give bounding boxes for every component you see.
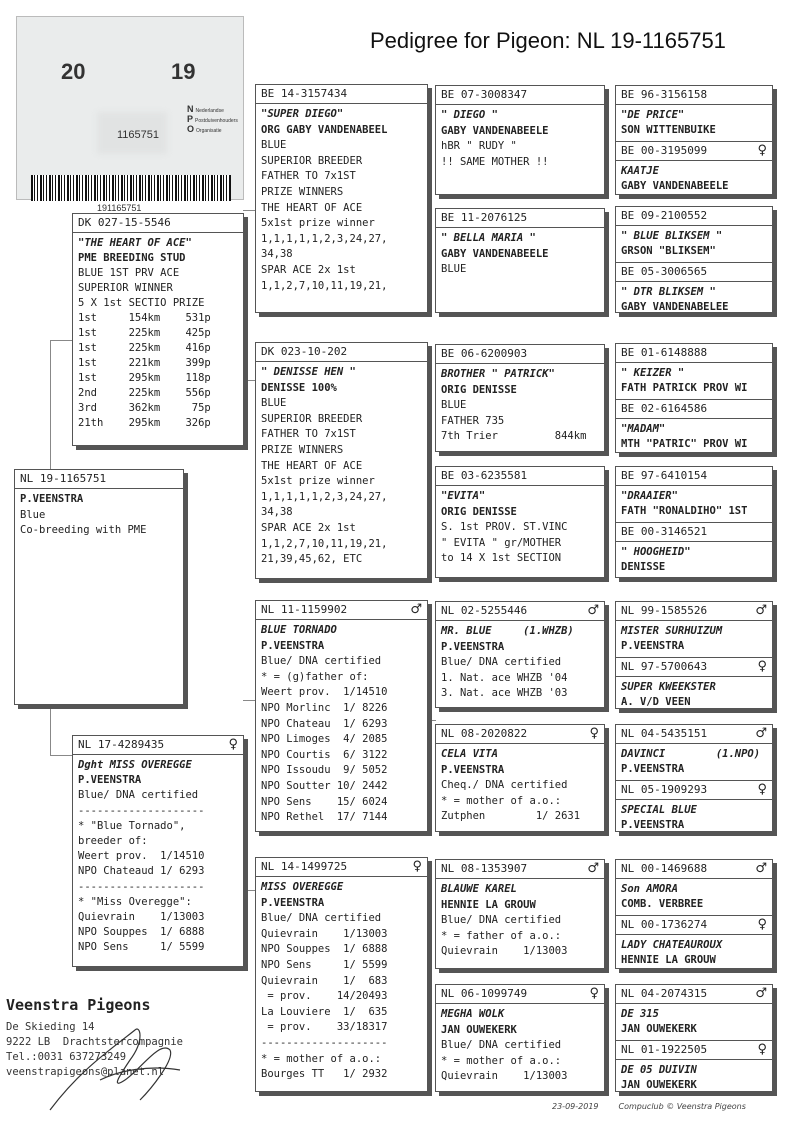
ring-number: DK 023-10-202 — [261, 345, 348, 358]
pigeon-details: " DIEGO " GABY VANDENABEELE hBR " RUDY " !! SAME MOTHER !! — [441, 109, 549, 168]
ring-number: NL 08-2020822 — [441, 727, 528, 740]
ring-number: BE 06-6200903 — [441, 347, 528, 360]
pigeon-entry-g4[interactable]: BE 05-3006565 " DTR BLIKSEM " GABY VANDENABELEE — [616, 262, 772, 313]
ring-year-left: 20 — [61, 59, 86, 84]
pigeon-entry-g4[interactable]: BE 01-6148888 " KEIZER " FATH PATRICK PROV WI — [616, 344, 772, 399]
pigeon-details: P.VEENSTRA Blue Co-breeding with PME — [20, 493, 147, 536]
pigeon-box-sds[interactable] — [435, 344, 605, 452]
ring-number: NL 06-1099749 — [441, 987, 528, 1000]
page-title: Pedigree for Pigeon: NL 19-1165751 — [370, 28, 726, 53]
pigeon-pair-box — [615, 343, 773, 453]
pigeon-pair-box — [615, 724, 773, 832]
pigeon-box-sss[interactable] — [435, 85, 605, 195]
ring-number: BE 11-2076125 — [441, 211, 528, 224]
pigeon-entry-g4[interactable]: NL 00-1469688 ♂ Son AMORA COMB. VERBREE — [616, 860, 772, 915]
pigeon-details: MISS OVEREGGE P.VEENSTRA Blue/ DNA certified Quievrain 1/13003 NPO Souppes 1/ 6888 NPO Sens 1/ 5599 Quievrain 1/ 683 = prov. 14/20493 La Louviere 1/ 635 = prov. 33/18317 -------------------- * = mother of a.o.: Bourges TT 1/ 2932 — [261, 881, 388, 1081]
pigeon-pair-box — [615, 466, 773, 578]
ring-number: NL 02-5255446 — [441, 604, 528, 617]
connector-line — [50, 705, 51, 755]
pigeon-entry-g4[interactable]: BE 96-3156158 "DE PRICE" SON WITTENBUIKE — [616, 86, 772, 141]
pigeon-box-dsd[interactable]: NL 08-2020822 ♀ CELA VITA P.VEENSTRA Cheq./ DNA certified * = mother of a.o.: Zutphen 1/ 2631 — [435, 724, 605, 832]
pigeon-details: CELA VITA P.VEENSTRA Cheq./ DNA certified * = mother of a.o.: Zutphen 1/ 2631 — [441, 748, 581, 822]
pigeon-entry-g4[interactable]: BE 00-3195099 ♀ KAATJE GABY VANDENABEELE — [616, 141, 772, 195]
ring-number: BE 07-3008347 — [441, 88, 528, 101]
connector-line — [50, 340, 74, 341]
pigeon-box-dam[interactable]: NL 17-4289435 ♀ Dght MISS OVEREGGE P.VEENSTRA Blue/ DNA certified -------------------- * "Blue Tornado", breeder of: Weert prov. 1/14510 NPO Chateaud 1/ 6293 -------------------- * "Miss Overegge": Quievrain 1/13003 NPO Souppes 1/ 6888 NPO Sens 1/ 5599 — [72, 735, 244, 967]
pigeon-box-dss[interactable]: NL 02-5255446 ♂ MR. BLUE (1.WHZB) P.VEENSTRA Blue/ DNA certified 1. Nat. ace WHZB '04 3. Nat. ace WHZB '03 — [435, 601, 605, 708]
npo-logo: N Nederlandse P Postduivenhouders O Organisatie — [187, 104, 238, 134]
ring-card-image — [16, 16, 244, 213]
pigeon-details: " BELLA MARIA " GABY VANDENABEELE BLUE — [441, 232, 549, 275]
print-info: 23-09-2019 Compuclub © Veenstra Pigeons — [552, 1102, 746, 1111]
pigeon-entry-g4[interactable]: NL 01-1922505 ♀ DE 05 DUIVIN JAN OUWEKERK — [616, 1040, 772, 1092]
pigeon-entry-g4[interactable]: BE 02-6164586 "MADAM" MTH "PATRIC" PROV WI — [616, 399, 772, 453]
pigeon-box-ddd[interactable]: NL 06-1099749 ♀ MEGHA WOLK JAN OUWEKERK Blue/ DNA certified * = mother of a.o.: Quievrain 1/13003 — [435, 984, 605, 1092]
ring-number: DK 027-15-5546 — [78, 216, 171, 229]
pigeon-details: "EVITA" ORIG DENISSE S. 1st PROV. ST.VINC " EVITA " gr/MOTHER to 14 X 1st SECTION — [441, 490, 568, 564]
pigeon-details: BLAUWE KAREL HENNIE LA GROUW Blue/ DNA certified * = father of a.o.: Quievrain 1/13003 — [441, 883, 568, 957]
pigeon-entry-g4[interactable]: BE 97-6410154 "DRAAIER" FATH "RONALDIHO" 1ST — [616, 467, 772, 522]
pigeon-entry-g4[interactable]: BE 00-3146521 " HOOGHEID" DENISSE — [616, 522, 772, 578]
ring-number: BE 14-3157434 — [261, 87, 348, 100]
ring-number: NL 11-1159902 — [261, 603, 348, 616]
pigeon-entry-g4[interactable]: NL 04-2074315 ♂ DE 315 JAN OUWEKERK — [616, 985, 772, 1040]
pigeon-entry-g4[interactable]: NL 99-1585526 ♂ MISTER SURHUIZUM P.VEENSTRA — [616, 602, 772, 657]
pigeon-details: BLUE TORNADO P.VEENSTRA Blue/ DNA certified * = (g)father of: Weert prov. 1/14510 NPO Morlinc 1/ 8226 NPO Chateau 1/ 6293 NPO Limoges 4/ 2085 NPO Courtis 6/ 3122 NPO Issoudu 9/ 5052 NPO Soutter 10/ 2442 NPO Sens 15/ 6024 NPO Rethel 17/ 7144 — [261, 624, 388, 824]
connector-line — [50, 340, 51, 472]
pigeon-pair-box — [615, 984, 773, 1092]
pigeon-box-dam-sire[interactable]: NL 11-1159902 ♂ BLUE TORNADO P.VEENSTRA Blue/ DNA certified * = (g)father of: Weert prov. 1/14510 NPO Morlinc 1/ 8226 NPO Chateau 1/ 6293 NPO Limoges 4/ 2085 NPO Courtis 6/ 3122 NPO Issoudu 9/ 5052 NPO Soutter 10/ 2442 NPO Sens 15/ 6024 NPO Rethel 17/ 7144 — [255, 600, 428, 832]
pigeon-pair-box — [615, 601, 773, 709]
pigeon-box-dds[interactable]: NL 08-1353907 ♂ BLAUWE KAREL HENNIE LA GROUW Blue/ DNA certified * = father of a.o.: Quievrain 1/13003 — [435, 859, 605, 969]
ring-year-right: 19 — [171, 59, 196, 84]
handwritten-signature — [40, 1010, 190, 1120]
ring-number: NL 19-1165751 — [20, 472, 107, 485]
brand-name: Veenstra Pigeons — [6, 996, 151, 1014]
ring-number: BE 03-6235581 — [441, 469, 528, 482]
pigeon-box-ssd[interactable] — [435, 208, 605, 313]
pigeon-details: "THE HEART OF ACE" PME BREEDING STUD BLUE 1ST PRV ACE SUPERIOR WINNER 5 X 1st SECTIO PRIZE 1st 154km 531p 1st 225km 425p 1st 225km 416p 1st 221km 399p 1st 295km 118p 2nd 225km 556p 3rd 362km 75p 21th 295km 326p — [78, 237, 211, 429]
pigeon-box-sire-dam[interactable] — [255, 342, 428, 579]
pigeon-box-sire-sire[interactable] — [255, 84, 428, 313]
pigeon-box-subject[interactable] — [14, 469, 184, 705]
pigeon-entry-g4[interactable]: NL 05-1909293 ♀ SPECIAL BLUE P.VEENSTRA — [616, 780, 772, 832]
pigeon-box-sire[interactable] — [72, 213, 244, 446]
pigeon-details: MR. BLUE (1.WHZB) P.VEENSTRA Blue/ DNA certified 1. Nat. ace WHZB '04 3. Nat. ace WHZB '03 — [441, 625, 574, 699]
ring-number: NL 14-1499725 — [261, 860, 348, 873]
pigeon-details: "SUPER DIEGO" ORG GABY VANDENABEEL BLUE SUPERIOR BREEDER FATHER TO 7x1ST PRIZE WINNERS THE HEART OF ACE 5x1st prize winner 1,1,1,1,1,2,3,24,27, 34,38 SPAR ACE 2x 1st 1,1,2,7,10,11,19,21, — [261, 108, 388, 292]
pigeon-pair-box — [615, 85, 773, 195]
connector-line — [428, 720, 436, 721]
pigeon-details: Dght MISS OVEREGGE P.VEENSTRA Blue/ DNA certified -------------------- * "Blue Tornado", breeder of: Weert prov. 1/14510 NPO Chateaud 1/ 6293 -------------------- * "Miss Overegge": Quievrain 1/13003 NPO Souppes 1/ 6888 NPO Sens 1/ 5599 — [78, 759, 205, 954]
pigeon-entry-g4[interactable]: NL 00-1736274 ♀ LADY CHATEAUROUX HENNIE LA GROUW — [616, 915, 772, 969]
pigeon-entry-g4[interactable]: NL 04-5435151 ♂ DAVINCI (1.NPO) P.VEENSTRA — [616, 725, 772, 780]
pigeon-pair-box — [615, 206, 773, 313]
pigeon-pair-box — [615, 859, 773, 969]
pigeon-details: " DENISSE HEN " DENISSE 100% BLUE SUPERIOR BREEDER FATHER TO 7x1ST PRIZE WINNERS THE HEART OF ACE 5x1st prize winner 1,1,1,1,1,2,3,24,27, 34,38 SPAR ACE 2x 1st 1,1,2,7,10,11,19,21, 21,39,45,62, ETC — [261, 366, 388, 566]
pigeon-entry-g4[interactable]: NL 97-5700643 ♀ SUPER KWEEKSTER A. V/D VEEN — [616, 657, 772, 709]
pigeon-box-dam-dam[interactable]: NL 14-1499725 ♀ MISS OVEREGGE P.VEENSTRA Blue/ DNA certified Quievrain 1/13003 NPO Souppes 1/ 6888 NPO Sens 1/ 5599 Quievrain 1/ 683 = prov. 14/20493 La Louviere 1/ 635 = prov. 33/18317 -------------------- * = mother of a.o.: Bourges TT 1/ 2932 — [255, 857, 428, 1092]
ring-number: NL 08-1353907 — [441, 862, 528, 875]
barcode — [31, 175, 231, 201]
ring-number: 1165751 — [117, 129, 160, 141]
pigeon-entry-g4[interactable]: BE 09-2100552 " BLUE BLIKSEM " GRSON "BLIKSEM" — [616, 207, 772, 262]
contact-address: De Skieding 14 9222 LB Drachtstercompagnie Tel.:0031 637273249 veenstrapigeons@planet.nl — [6, 1021, 184, 1078]
ring-number: NL 17-4289435 — [78, 738, 165, 751]
pigeon-details: MEGHA WOLK JAN OUWEKERK Blue/ DNA certified * = mother of a.o.: Quievrain 1/13003 — [441, 1008, 568, 1082]
connector-line — [50, 755, 74, 756]
pigeon-box-sdd[interactable] — [435, 466, 605, 578]
pigeon-details: BROTHER " PATRICK" ORIG DENISSE BLUE FATHER 735 7th Trier 844km — [441, 368, 587, 442]
barcode-number: 191165751 — [97, 203, 142, 213]
